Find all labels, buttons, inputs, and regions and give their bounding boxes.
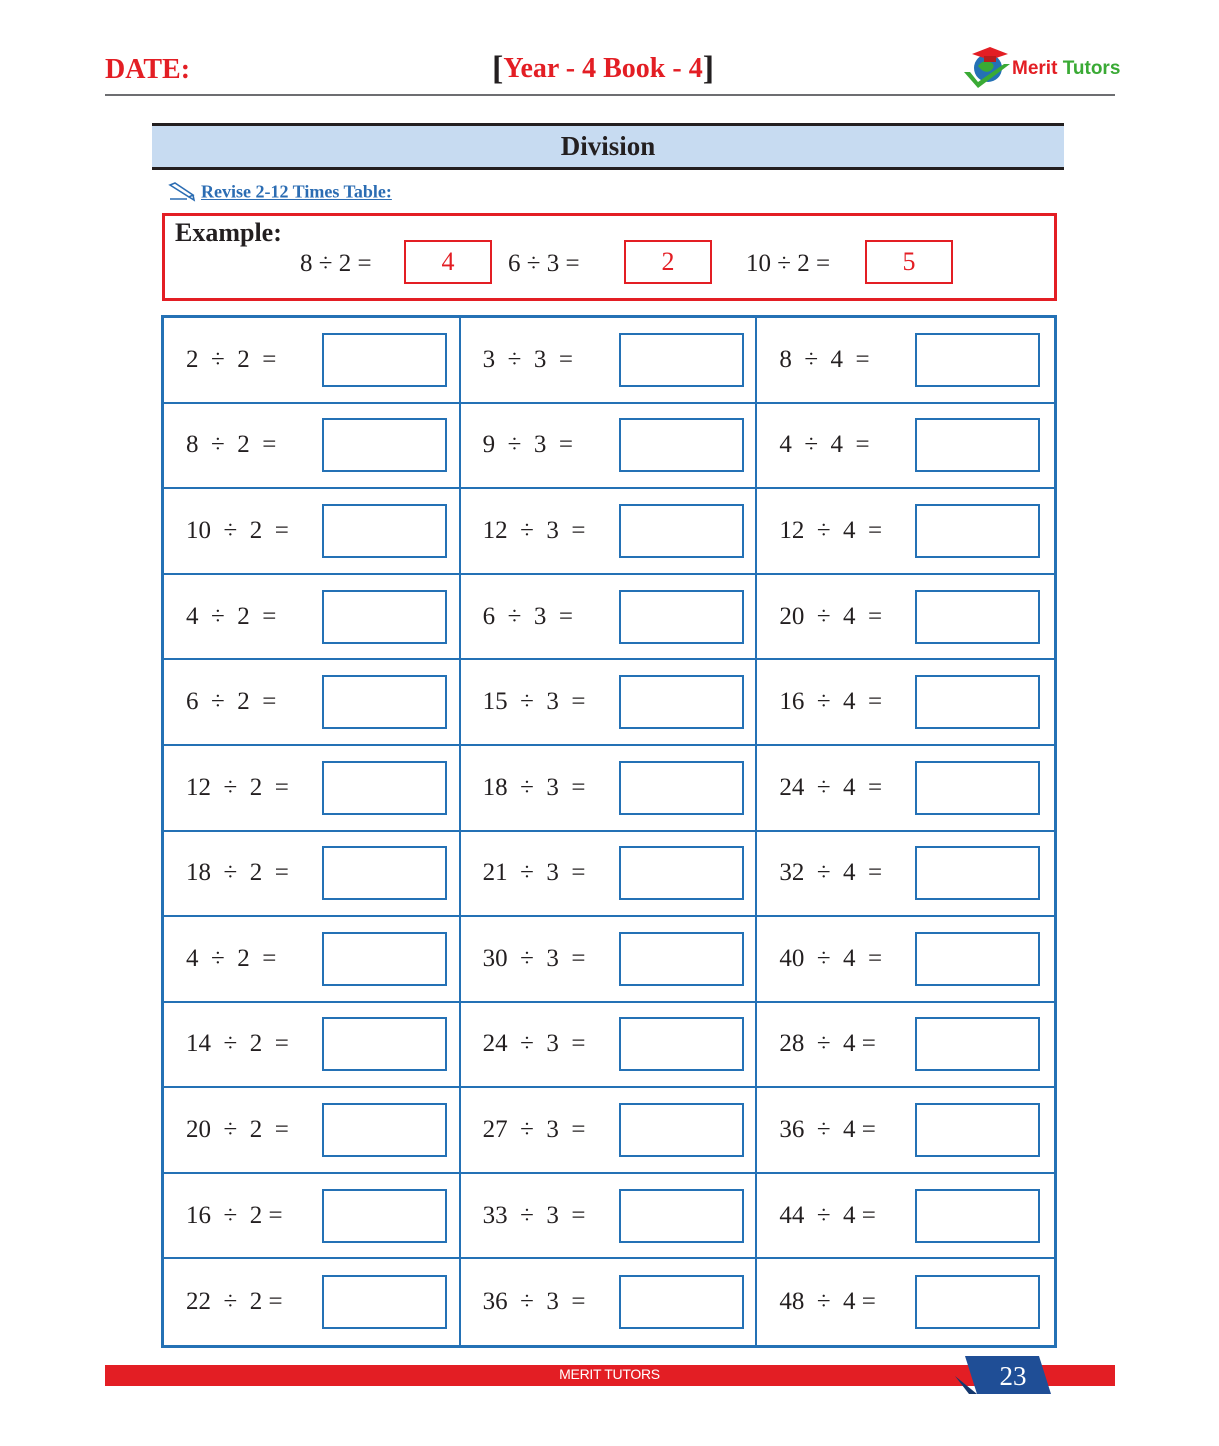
problem-cell <box>164 660 461 746</box>
problem-cell <box>757 832 1054 918</box>
answer-box[interactable] <box>322 932 447 986</box>
problem-cell <box>461 575 758 661</box>
problem-cell <box>757 917 1054 1003</box>
problem-cell <box>461 832 758 918</box>
section-title-band <box>152 123 1064 170</box>
problem-question: 6 ÷ 2 = <box>186 688 277 716</box>
answer-box[interactable] <box>619 1275 744 1329</box>
answer-box[interactable] <box>322 1275 447 1329</box>
problem-cell <box>757 1088 1054 1174</box>
answer-box[interactable] <box>322 675 447 729</box>
problem-cell <box>164 1174 461 1260</box>
answer-box[interactable] <box>619 761 744 815</box>
footer-brand: MERIT TUTORS <box>559 1366 660 1382</box>
problem-question: 8 ÷ 4 = <box>779 345 870 373</box>
answer-box[interactable] <box>915 675 1040 729</box>
problem-question: 14 ÷ 2 = <box>186 1030 289 1058</box>
problem-cell <box>164 404 461 490</box>
problem-question: 48 ÷ 4 = <box>779 1288 876 1316</box>
problem-question: 9 ÷ 3 = <box>482 431 573 459</box>
problem-cell <box>164 917 461 1003</box>
problem-cell <box>461 746 758 832</box>
problem-question: 20 ÷ 2 = <box>186 1116 289 1144</box>
example-question: 10 ÷ 2 = <box>746 250 831 277</box>
answer-box[interactable] <box>322 590 447 644</box>
answer-box[interactable] <box>619 590 744 644</box>
problem-question: 16 ÷ 4 = <box>779 688 883 716</box>
problem-question: 24 ÷ 3 = <box>482 1030 586 1058</box>
example-answer-box: 5 <box>865 240 953 284</box>
answer-box[interactable] <box>322 761 447 815</box>
answer-box[interactable] <box>915 333 1040 387</box>
problem-question: 12 ÷ 3 = <box>482 516 586 544</box>
example-answer-box: 4 <box>404 240 492 284</box>
answer-box[interactable] <box>619 418 744 472</box>
problem-cell <box>461 1174 758 1260</box>
problem-question: 20 ÷ 4 = <box>779 602 883 630</box>
logo-text: Merit Tutors <box>1012 58 1121 79</box>
problem-question: 36 ÷ 3 = <box>482 1288 586 1316</box>
problem-question: 3 ÷ 3 = <box>482 345 573 373</box>
answer-box[interactable] <box>915 418 1040 472</box>
answer-box[interactable] <box>619 333 744 387</box>
problem-question: 22 ÷ 2 = <box>186 1288 283 1316</box>
answer-box[interactable] <box>619 1103 744 1157</box>
book-title <box>492 50 714 88</box>
answer-box[interactable] <box>915 504 1040 558</box>
answer-box[interactable] <box>322 504 447 558</box>
problem-cell <box>164 318 461 404</box>
problem-question: 10 ÷ 2 = <box>186 516 289 544</box>
problem-cell <box>757 1174 1054 1260</box>
problem-question: 44 ÷ 4 = <box>779 1201 876 1229</box>
example-question: 6 ÷ 3 = <box>508 250 580 277</box>
example-label: Example: <box>175 218 282 247</box>
problem-cell <box>757 318 1054 404</box>
problem-question: 30 ÷ 3 = <box>482 944 586 972</box>
problem-question: 4 ÷ 4 = <box>779 431 870 459</box>
problem-cell <box>164 575 461 661</box>
pencil-icon <box>167 181 197 203</box>
problem-question: 16 ÷ 2 = <box>186 1201 283 1229</box>
problem-question: 18 ÷ 3 = <box>482 773 586 801</box>
bracket-close: ] <box>702 50 715 87</box>
example-answer-box: 2 <box>624 240 712 284</box>
answer-box[interactable] <box>915 1275 1040 1329</box>
example-box <box>162 213 1057 301</box>
bracket-open: [ <box>492 50 504 87</box>
answer-box[interactable] <box>619 932 744 986</box>
problem-cell <box>164 832 461 918</box>
answer-box[interactable] <box>322 333 447 387</box>
date-label: DATE: <box>105 54 191 85</box>
problem-question: 27 ÷ 3 = <box>482 1116 586 1144</box>
section-title: Division <box>560 131 656 161</box>
problem-cell <box>461 1088 758 1174</box>
problem-cell <box>461 404 758 490</box>
answer-box[interactable] <box>619 846 744 900</box>
answer-box[interactable] <box>619 1189 744 1243</box>
problem-cell <box>757 404 1054 490</box>
problem-cell <box>461 318 758 404</box>
problem-cell <box>757 575 1054 661</box>
problem-question: 12 ÷ 2 = <box>186 773 289 801</box>
problem-cell <box>461 1003 758 1089</box>
problem-cell <box>757 746 1054 832</box>
answer-box[interactable] <box>619 504 744 558</box>
answer-box[interactable] <box>322 1103 447 1157</box>
problem-cell <box>461 660 758 746</box>
problem-cell <box>164 1259 461 1345</box>
problem-cell <box>757 660 1054 746</box>
problem-cell <box>164 746 461 832</box>
example-question: 8 ÷ 2 = <box>300 250 372 277</box>
answer-box[interactable] <box>915 761 1040 815</box>
problem-question: 36 ÷ 4 = <box>779 1116 876 1144</box>
problem-question: 6 ÷ 3 = <box>482 602 573 630</box>
problem-cell <box>164 1003 461 1089</box>
instruction-text: Revise 2-12 Times Table: <box>201 181 392 202</box>
answer-box[interactable] <box>915 932 1040 986</box>
answer-box[interactable] <box>619 1017 744 1071</box>
problem-cell <box>461 917 758 1003</box>
page-number: 23 <box>999 1361 1027 1391</box>
answer-box[interactable] <box>915 1103 1040 1157</box>
problem-question: 40 ÷ 4 = <box>779 944 883 972</box>
problem-question: 4 ÷ 2 = <box>186 944 277 972</box>
problem-question: 8 ÷ 2 = <box>186 431 277 459</box>
problem-question: 32 ÷ 4 = <box>779 859 883 887</box>
answer-box[interactable] <box>322 846 447 900</box>
answer-box[interactable] <box>915 1017 1040 1071</box>
problem-question: 2 ÷ 2 = <box>186 345 277 373</box>
answer-box[interactable] <box>322 1189 447 1243</box>
header-divider <box>105 94 1115 96</box>
answer-box[interactable] <box>915 590 1040 644</box>
problems-grid <box>161 315 1057 1348</box>
problem-question: 21 ÷ 3 = <box>482 859 586 887</box>
problem-cell <box>757 1003 1054 1089</box>
problem-cell <box>164 489 461 575</box>
merit-tutors-logo <box>958 38 1121 94</box>
answer-box[interactable] <box>322 418 447 472</box>
problem-cell <box>757 489 1054 575</box>
problem-cell <box>461 1259 758 1345</box>
problem-question: 4 ÷ 2 = <box>186 602 277 630</box>
problem-cell <box>461 489 758 575</box>
problem-question: 15 ÷ 3 = <box>482 688 586 716</box>
answer-box[interactable] <box>619 675 744 729</box>
answer-box[interactable] <box>915 1189 1040 1243</box>
instruction-line <box>167 181 392 207</box>
answer-box[interactable] <box>322 1017 447 1071</box>
problem-cell <box>164 1088 461 1174</box>
problem-question: 33 ÷ 3 = <box>482 1201 586 1229</box>
problem-cell <box>757 1259 1054 1345</box>
problem-question: 24 ÷ 4 = <box>779 773 883 801</box>
answer-box[interactable] <box>915 846 1040 900</box>
problem-question: 18 ÷ 2 = <box>186 859 289 887</box>
problem-question: 28 ÷ 4 = <box>779 1030 876 1058</box>
problem-question: 12 ÷ 4 = <box>779 516 883 544</box>
graduation-globe-icon <box>958 38 1018 94</box>
book-title-text: Year - 4 Book - 4 <box>503 53 703 84</box>
